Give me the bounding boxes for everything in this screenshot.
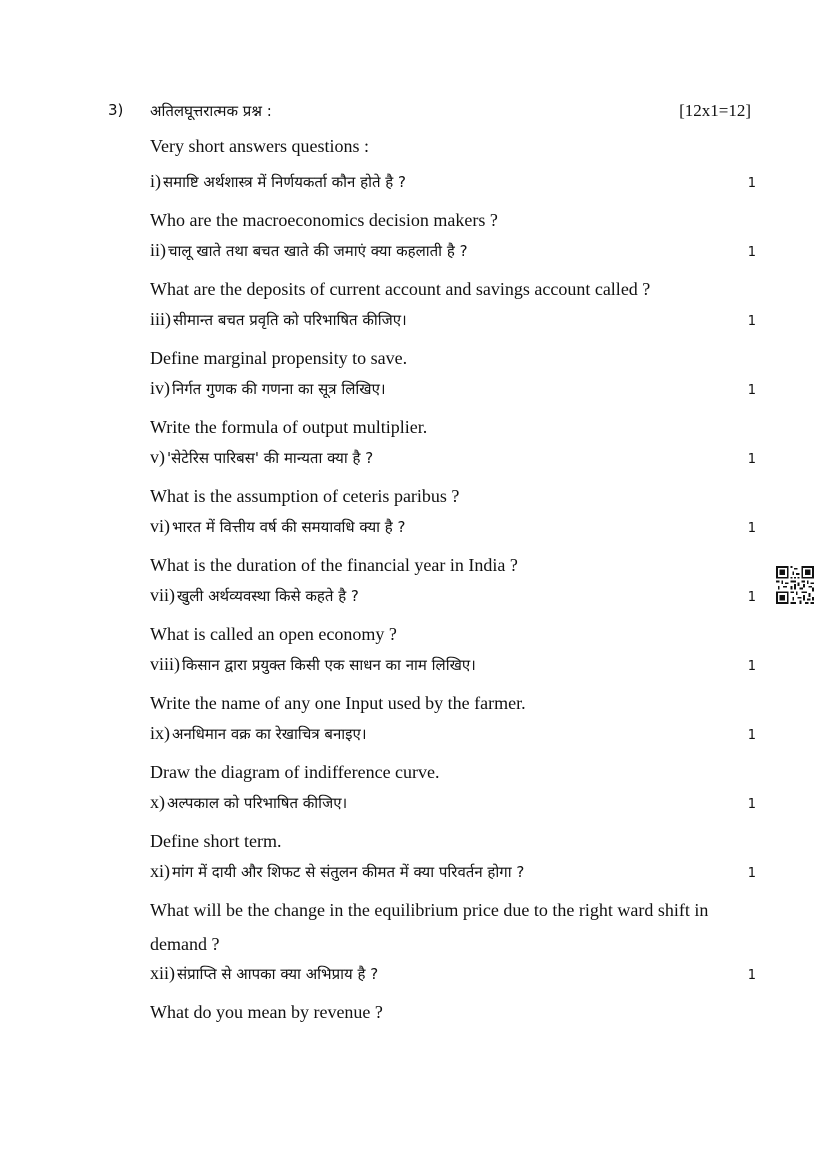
- question-mark: 1: [747, 728, 756, 743]
- question-text-english: What is called an open economy ?: [150, 624, 397, 644]
- question-item: [150, 445, 762, 514]
- question-text-hindi: संप्राप्ति से आपका क्या अभिप्राय है ?: [177, 965, 379, 983]
- question-text-english: Write the name of any one Input used by the farmer.: [150, 693, 526, 713]
- question-item: [150, 652, 762, 721]
- question-text-english: What is the assumption of ceteris paribus ?: [150, 486, 460, 506]
- question-mark: 1: [747, 245, 756, 260]
- question-item: [150, 376, 762, 445]
- question-item: [150, 583, 762, 652]
- question-text-hindi: सीमान्त बचत प्रवृति को परिभाषित कीजिए।: [173, 311, 407, 329]
- question-item: [150, 859, 762, 961]
- question-roman-number: xi): [150, 861, 170, 881]
- question-text-english: Who are the macroeconomics decision makers ?: [150, 210, 498, 230]
- question-mark: 1: [747, 590, 756, 605]
- question-roman-number: v): [150, 447, 165, 467]
- question-roman-number: iv): [150, 378, 170, 398]
- question-item: [150, 514, 762, 583]
- question-text-english: Draw the diagram of indifference curve.: [150, 762, 440, 782]
- qr-code-icon: [776, 566, 814, 604]
- question-text-hindi: मांग में दायी और शिफट से संतुलन कीमत में क्या परिवर्तन होगा ?: [172, 863, 525, 881]
- question-roman-number: iii): [150, 309, 171, 329]
- question-mark: 1: [747, 659, 756, 674]
- question-text-hindi: किसान द्वारा प्रयुक्त किसी एक साधन का नाम लिखिए।: [182, 656, 476, 674]
- question-roman-number: x): [150, 792, 165, 812]
- question-text-hindi: अनधिमान वक्र का रेखाचित्र बनाइए।: [172, 725, 367, 743]
- question-mark: 1: [747, 452, 756, 467]
- question-mark: 1: [747, 383, 756, 398]
- question-item: [150, 238, 762, 307]
- question-mark: 1: [747, 176, 756, 191]
- question-list: [150, 169, 762, 1030]
- question-mark: 1: [747, 314, 756, 329]
- section-title-hindi: अतिलघूत्तरात्मक प्रश्न :: [150, 102, 272, 120]
- question-roman-number: vii): [150, 585, 175, 605]
- question-roman-number: i): [150, 171, 161, 191]
- question-text-english: Write the formula of output multiplier.: [150, 417, 428, 437]
- question-item: [150, 307, 762, 376]
- section-title-english: Very short answers questions :: [150, 136, 369, 156]
- question-roman-number: vi): [150, 516, 170, 536]
- question-text-english: Define marginal propensity to save.: [150, 348, 408, 368]
- question-text-english: What do you mean by revenue ?: [150, 1002, 383, 1022]
- question-text-english: What are the deposits of current account and savings account called ?: [150, 279, 651, 299]
- question-item: [150, 961, 762, 1030]
- question-item: [150, 721, 762, 790]
- question-mark: 1: [747, 968, 756, 983]
- question-mark: 1: [747, 866, 756, 881]
- question-text-hindi: 'सेटेरिस पारिबस' की मान्यता क्या है ?: [167, 449, 374, 467]
- question-roman-number: ix): [150, 723, 170, 743]
- section-marks: [12x1=12]: [679, 101, 751, 120]
- question-text-english: What is the duration of the financial year in India ?: [150, 555, 518, 575]
- question-item: [150, 169, 762, 238]
- question-text-hindi: खुली अर्थव्यवस्था किसे कहते है ?: [177, 587, 359, 605]
- question-item: [150, 790, 762, 859]
- question-roman-number: xii): [150, 963, 175, 983]
- question-text-hindi: अल्पकाल को परिभाषित कीजिए।: [167, 794, 348, 812]
- question-number: 3): [108, 101, 124, 119]
- question-text-hindi: भारत में वित्तीय वर्ष की समयावधि क्या है ?: [172, 518, 406, 536]
- question-roman-number: ii): [150, 240, 166, 260]
- question-roman-number: viii): [150, 654, 180, 674]
- question-text-hindi: समाष्टि अर्थशास्त्र में निर्णयकर्ता कौन होते है ?: [163, 173, 406, 191]
- question-text-english: What will be the change in the equilibrium price due to the right ward shift in demand ?: [150, 900, 709, 954]
- question-text-hindi: निर्गत गुणक की गणना का सूत्र लिखिए।: [172, 380, 386, 398]
- question-text-english: Define short term.: [150, 831, 282, 851]
- question-mark: 1: [747, 797, 756, 812]
- question-mark: 1: [747, 521, 756, 536]
- question-text-hindi: चालू खाते तथा बचत खाते की जमाएं क्या कहलाती है ?: [168, 242, 468, 260]
